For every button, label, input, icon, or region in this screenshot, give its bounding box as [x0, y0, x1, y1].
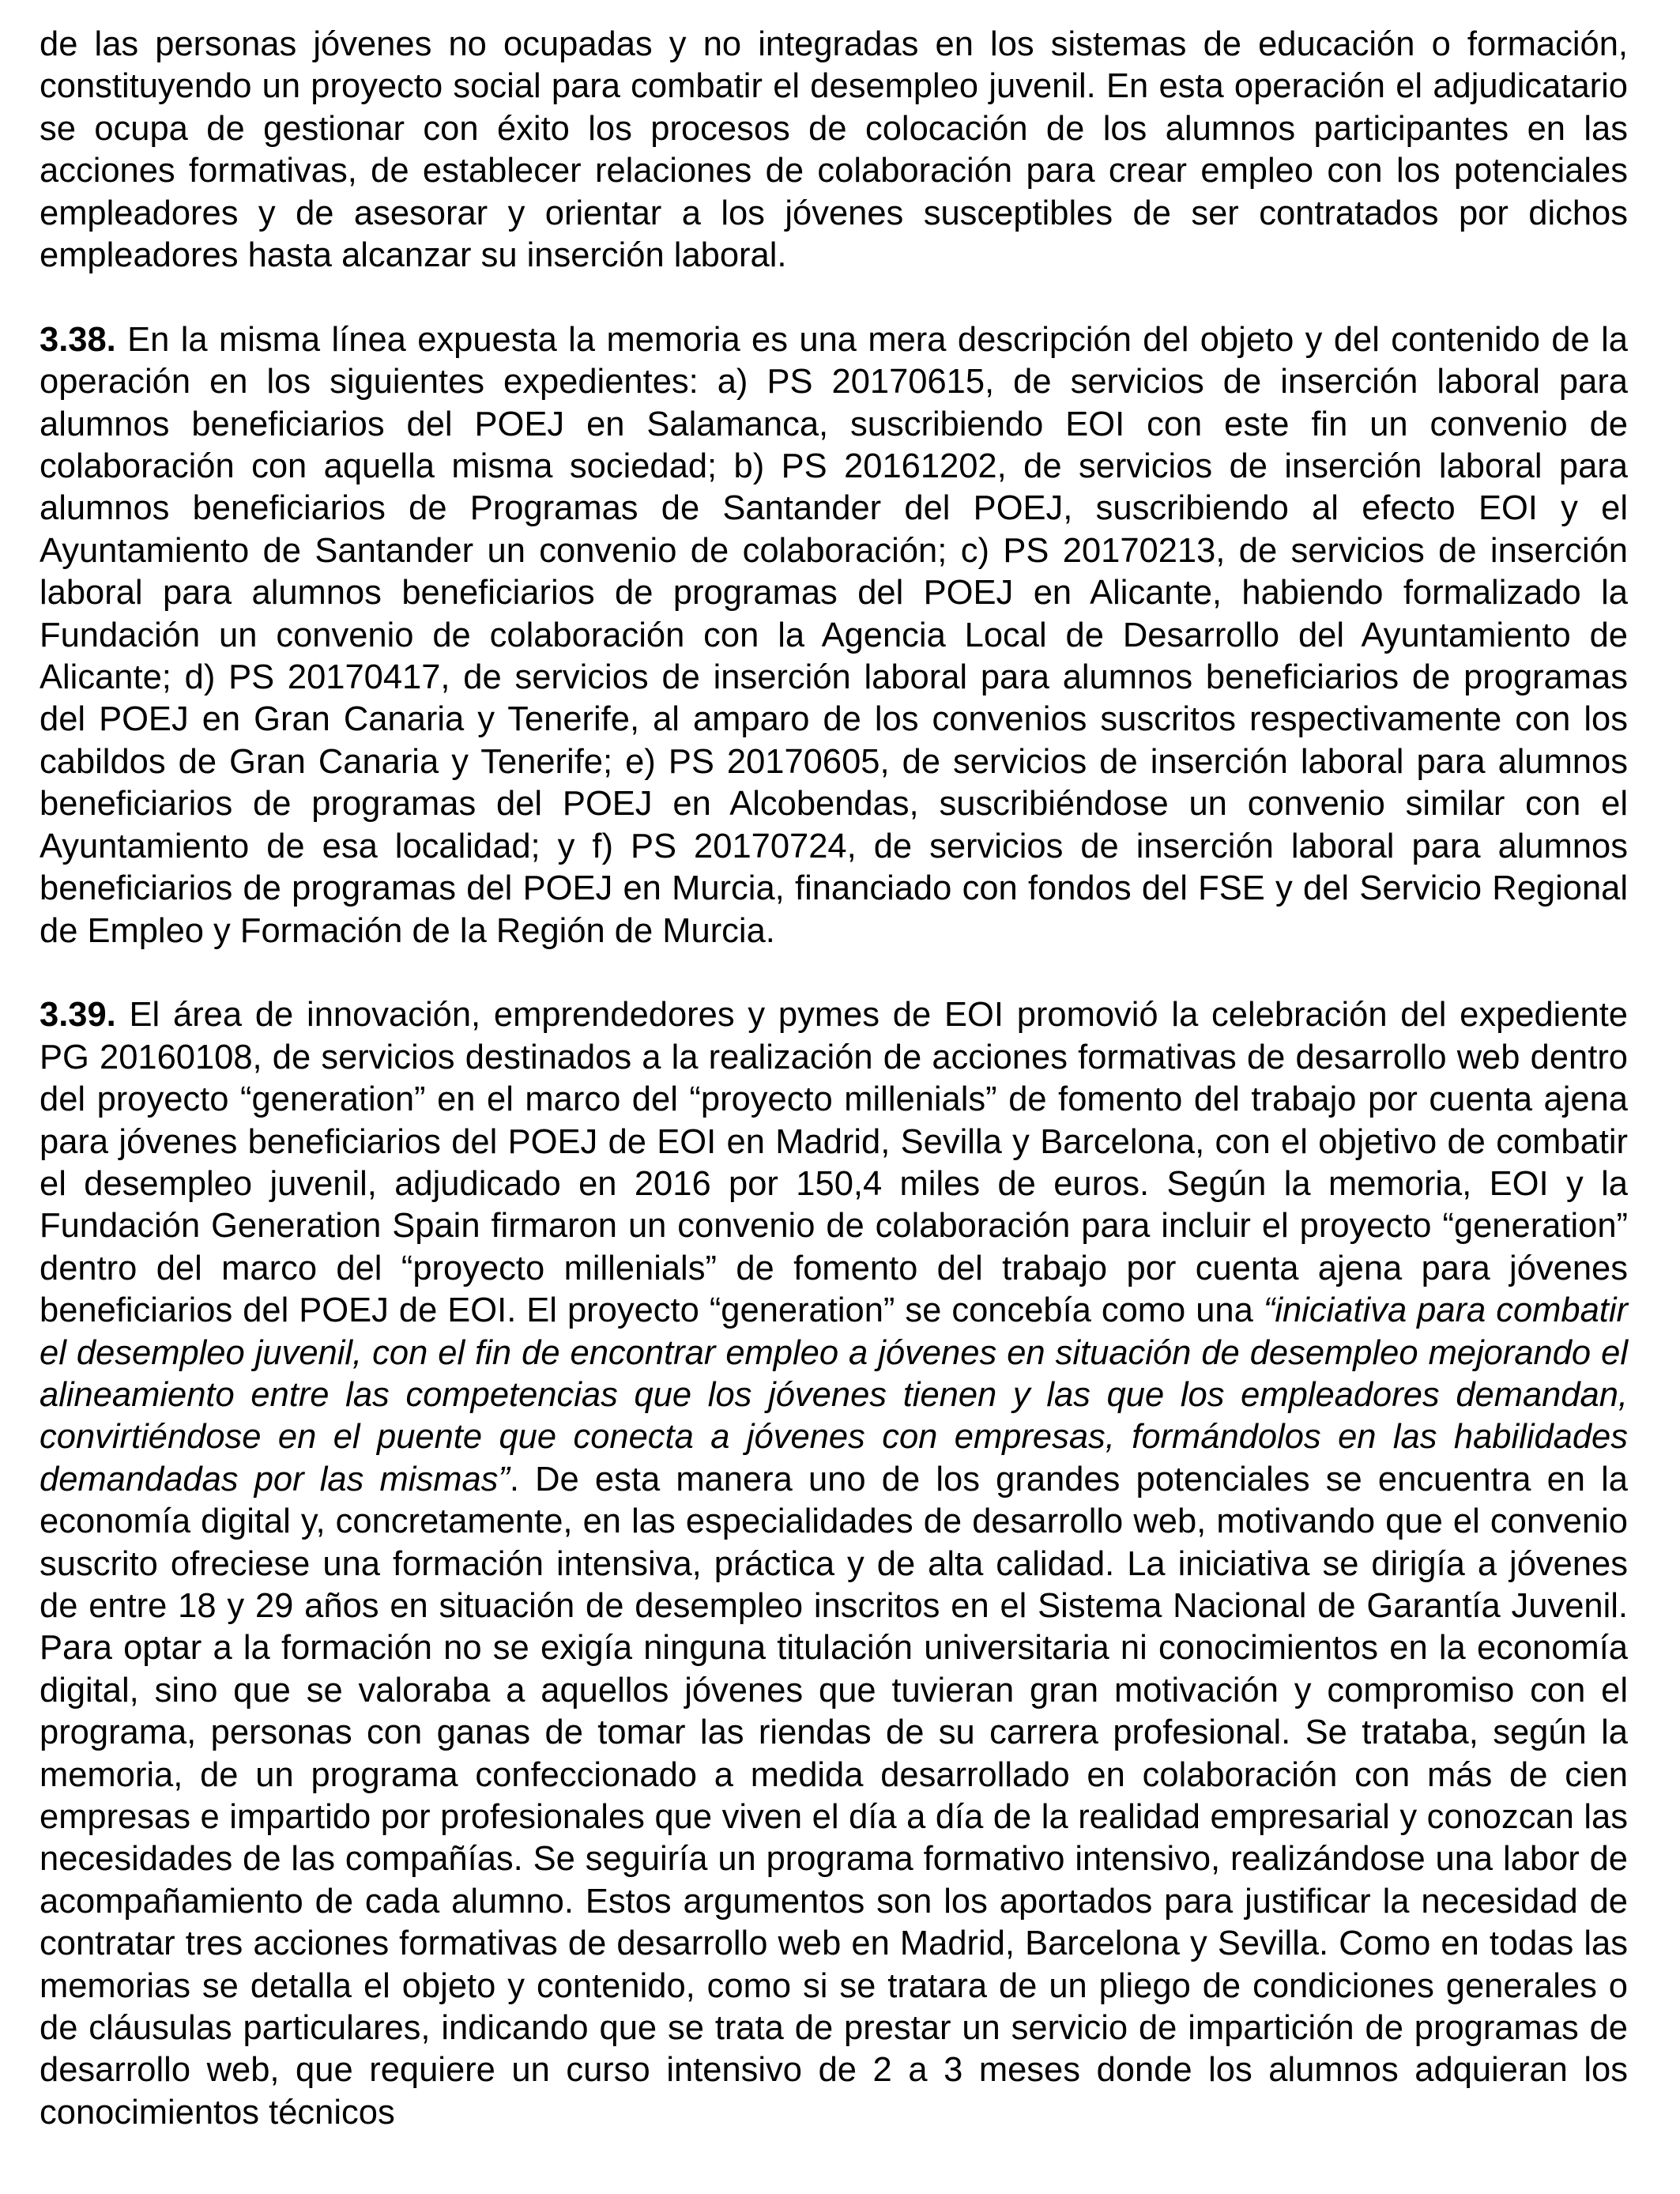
- document-page: [40, 24, 1628, 2177]
- paragraph-text: En la misma línea expuesta la memoria es una mera descripción del objeto y del contenido de la operación en los siguientes expedientes: a) PS 20170615, de servicios de inserción laboral para alumnos beneficiarios del POEJ en Salamanca, suscribiendo EOI con este fin un convenio de colaboración con aquella misma sociedad; b) PS 20161202, de servicios de inserción laboral para alumnos beneficiarios de Programas de Santander del POEJ, suscribiendo al efecto EOI y el Ayuntamiento de Santander un convenio de colaboración; c) PS 20170213, de servicios de inserción laboral para alumnos beneficiarios de programas del POEJ en Alicante, habiendo formalizado la Fundación un convenio de colaboración con la Agencia Local de Desarrollo del Ayuntamiento de Alicante; d) PS 20170417, de servicios de inserción laboral para alumnos beneficiarios de programas del POEJ en Gran Canaria y Tenerife, al amparo de los convenios suscritos respectivamente con los cabildos de Gran Canaria y Tenerife; e) PS 20170605, de servicios de inserción laboral para alumnos beneficiarios de programas del POEJ en Alcobendas, suscribiéndose un convenio similar con el Ayuntamiento de esa localidad; y f) PS 20170724, de servicios de inserción laboral para alumnos beneficiarios de programas del POEJ en Murcia, financiado con fondos del FSE y del Servicio Regional de Empleo y Formación de la Región de Murcia.: [40, 320, 1628, 950]
- paragraph-3-38: [40, 319, 1628, 952]
- paragraph-text: El área de innovación, emprendedores y pymes de EOI promovió la celebración del expediente PG 20160108, de servicios destinados a la realización de acciones formativas de desarrollo web dentro del proyecto “generation” en el marco del “proyecto millenials” de fomento del trabajo por cuenta ajena para jóvenes beneficiarios del POEJ de EOI en Madrid, Sevilla y Barcelona, con el objetivo de combatir el desempleo juvenil, adjudicado en 2016 por 150,4 miles de euros. Según la memoria, EOI y la Fundación Generation Spain firmaron un convenio de colaboración para incluir el proyecto “generation” dentro del marco del “proyecto millenials” de fomento del trabajo por cuenta ajena para jóvenes beneficiarios del POEJ de EOI. El proyecto “generation” se concebía como una: [40, 996, 1628, 1330]
- paragraph-text: . De esta manera uno de los grandes potenciales se encuentra en la economía digital y, concretamente, en las especialidades de desarrollo web, motivando que el convenio suscrito ofreciese una formación intensiva, práctica y de alta calidad. La iniciativa se dirigía a jóvenes de entre 18 y 29 años en situación de desempleo inscritos en el Sistema Nacional de Garantía Juvenil. Para optar a la formación no se exigía ninguna titulación universitaria ni conocimientos en la economía digital, sino que se valoraba a aquellos jóvenes que tuvieran gran motivación y compromiso con el programa, personas con ganas de tomar las riendas de su carrera profesional. Se trataba, según la memoria, de un programa confeccionado a medida desarrollado en colaboración con más de cien empresas e impartido por profesionales que viven el día a día de la realidad empresarial y conozcan las necesidades de las compañías. Se seguiría un programa formativo intensivo, realizándose una labor de acompañamiento de cada alumno. Estos argumentos son los aportados para justificar la necesidad de contratar tres acciones formativas de desarrollo web en Madrid, Barcelona y Sevilla. Como en todas las memorias se detalla el objeto y contenido, como si se tratara de un pliego de condiciones generales o de cláusulas particulares, indicando que se trata de prestar un servicio de impartición de programas de desarrollo web, que requiere un curso intensivo de 2 a 3 meses donde los alumnos adquieran los conocimientos técnicos: [40, 1460, 1628, 2132]
- paragraph-number: 3.38.: [40, 320, 116, 359]
- paragraph-text: de las personas jóvenes no ocupadas y no integradas en los sistemas de educación o formación, constituyendo un proyecto social para combatir el desempleo juvenil. En esta operación el adjudicatario se ocupa de gestionar con éxito los procesos de colocación de los alumnos participantes en las acciones formativas, de establecer relaciones de colaboración para crear empleo con los potenciales empleadores y de asesorar y orientar a los jóvenes susceptibles de ser contratados por dichos empleadores hasta alcanzar su inserción laboral.: [40, 25, 1628, 275]
- italic-quotation: “iniciativa para combatir el desempleo juvenil, con el fin de encontrar empleo a jóvenes en situación de desempleo mejorando el alineamiento entre las competencias que los jóvenes tienen y las que los empleadores demandan, convirtiéndose en el puente que conecta a jóvenes con empresas, formándolos en las habilidades demandadas por las mismas”: [40, 1291, 1628, 1498]
- paragraph-continuation: [40, 24, 1628, 277]
- paragraph-3-39: [40, 994, 1628, 2134]
- paragraph-number: 3.39.: [40, 996, 116, 1035]
